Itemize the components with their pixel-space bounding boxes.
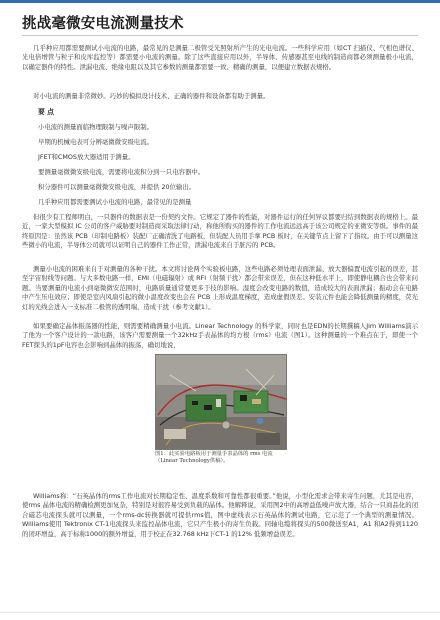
body-paragraph-1: 但很少有工程师明白，一只器件的数据表是一份契约文件。它规定了器件的性能，对器件运行的任何异议都要归结到数据表的规格上。最近，一家大型模拟 IC 公司的客户威胁要对制造商采取法律行动，称他所购买的器件的工作电流远远高于该公司规定的亚微安等级。事件的最终原因是：虽然该 PCB（印制电路板）装配厂正确清洗了电路板，但装配人员用手拿 PCB 板时，在关键节点上留下了指纹。由于可以测量这些微小的电流，半导体公司就可以证明自己的器件工作正常，泄漏电流来自于脏污的 PCB。 bbox=[22, 213, 418, 250]
body-paragraph-3: 如果要确定晶体振荡器的性能，则需要精确测量小电流。Linear Technology 的科学家，同时也是EDN的长期撰稿人Jim Williams演示了他为一个客户设计的一款电路，该客户需要测量一个32kHz手表晶体的均方根（rms）电流（图1）。这种测量的一个难点在于，即使一个FET探头的1pF电容也会影响到晶体的振荡，确切地说， bbox=[22, 322, 418, 349]
point-item: 早期的机械电表可分辨毫微微安级电流。 bbox=[38, 138, 154, 146]
circuit-board-photo bbox=[155, 354, 287, 450]
title-divider bbox=[22, 35, 418, 36]
figure-caption: 图1：此实验电路板用于测量手表晶体的 rms 电流（Linear Technology供稿）。 bbox=[155, 451, 273, 465]
point-item: 小电流的测量面临物理限制与噪声限制。 bbox=[38, 123, 154, 131]
point-item: 要测量毫微微安级电流，需要将电流积分到一只电容器中。 bbox=[38, 168, 205, 176]
note-paragraph: 对小电流的测量非常微妙。巧妙的模拟设计技术、正确的器件和设备都有助于测量。 bbox=[33, 92, 270, 100]
point-item: 几乎种应用都需要测试小电流的电路，最常见的是测量 bbox=[38, 198, 192, 206]
points-heading: 要 点 bbox=[38, 108, 54, 116]
body-paragraph-4: Williams称：“石英晶体的rms工作电流对长期稳定性、温度系数和可靠性都很重要。”他说，小型化需求会带来寄生问题，尤其是电容，使rms 晶体电流的精确检测更加复杂，特别是对很容易受到负载的晶体。他解释说，采用图2中的高增益低噪声放大器，结合一只商品化的闭合磁芯电流探头就可以测量，一个rms-dc转换器就可提供rms值，图中虚线表示石英晶体的测试电路，它示范了一个典型的测量情况。Williams使用 Tektronix CT-1电流探头来监控晶体电流，它只产生极小的寄生负载。同轴电缆将探头的500微送至A1，A1 和A2得到1120的闭环增益，高于标称1000的额外增益，用于校正在32.768 kHz下CT-1 的12% 低频增益误差。 bbox=[22, 492, 418, 538]
body-paragraph-2: 测量小电流的困难来自于对测量的各种干扰。本文将讨论两个实验板电路，这些电路必须处理表面泄漏、放大器偏置电流引起的误差，甚至宇宙射线等问题。与大多数电路一样，EMI（电磁辐射）或 RFI（射频干扰）都会带来误差，但在这种低水平上，即使静电耦合也会带来问题。当要测量的电流小到毫微微安范围时，电路质量通常要更多于技的影响。湿度会改变电路的数值，造成较大的表面泄漏；振动会在电路中产生压电效应；即使是室内风扇引起的微小温度改变也会在 PCB 上形成温度梯度，造成虚假误差。安装元件也能会降低测量的精度，荧光灯的光线会进入一支标准二极管的透明端，造成干扰（参考文献1）。 bbox=[22, 265, 418, 311]
intro-paragraph: 几乎种应用都需要测试小电流的电路，最常见的是测量二极管受光照射所产生的光电电流。一些科学应用（如CT 扫描仪、气相色谱仪、光电倍增管与粒子和皮库监控等）都需要小电流的测量。除了这些直接应用以外，半导体、传感器甚至电线的制造商都必须测量极小电流，以确定器件的特性。泄漏电流、绝缘电阻以及其它参数的测量都需要一致、精确的测量，以便建立数据表规格。 bbox=[22, 44, 418, 71]
page-title: 挑战毫微安电流测量技术 bbox=[22, 16, 184, 32]
bottom-rule bbox=[0, 612, 440, 613]
point-item: JFET和CMOS放大器适用于测量。 bbox=[38, 153, 135, 161]
point-item: 积分器件可以测量毫微微安级电流，并提供 20位输出。 bbox=[38, 183, 196, 191]
circuit-board-illustration bbox=[156, 355, 287, 450]
top-rule bbox=[0, 0, 440, 3]
